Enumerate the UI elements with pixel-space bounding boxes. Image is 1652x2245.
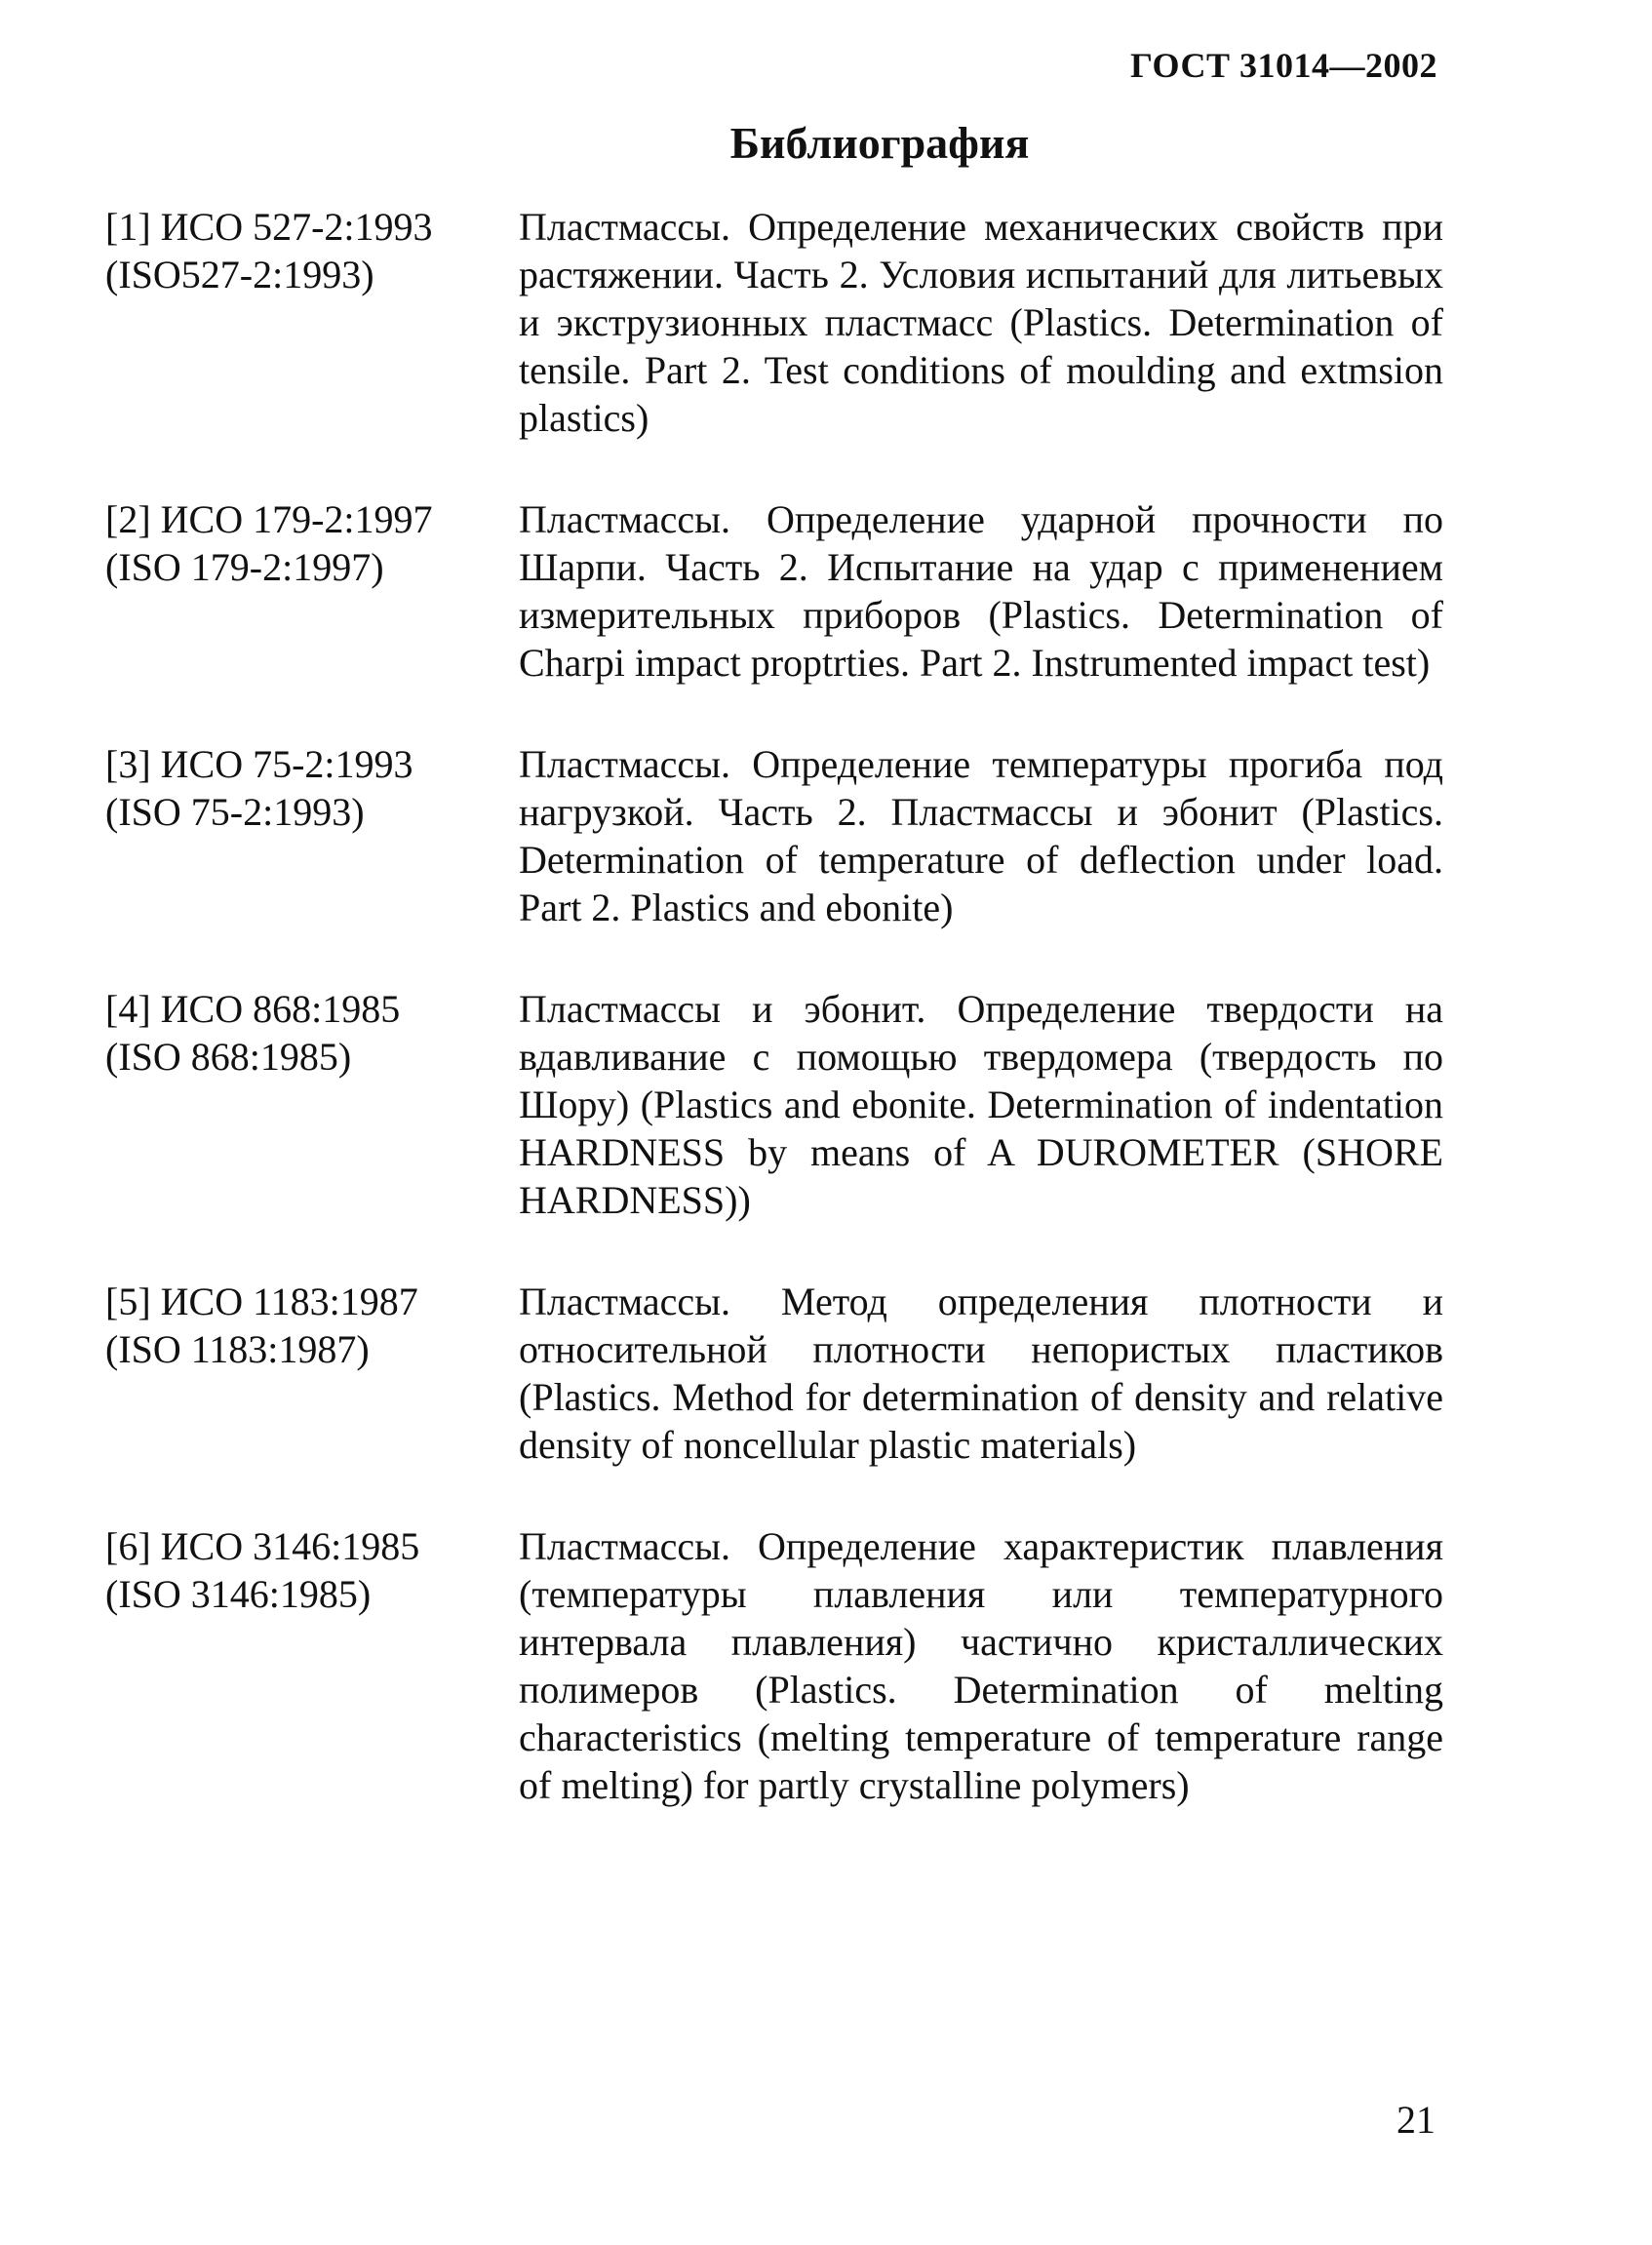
entry-description: Пластмассы и эбонит. Определение твердости на вдавливание с помощью твердомера (твердость по Шору) (Plastics and ebonite. Determination of indentation HARDNESS by means of A DUROMETER (SHORE HARDNESS)) [519, 987, 1443, 1222]
reference-russian: [6] ИСО 3146:1985 [105, 1524, 420, 1568]
entry-description: Пластмассы. Метод определения плотности и относительной плотности непористых пластиков (Plastics. Method for determination of density and relative density of noncellular plastic materials) [519, 1280, 1443, 1467]
reference-english: (ISO527-2:1993) [105, 253, 374, 296]
reference-russian: [5] ИСО 1183:1987 [105, 1280, 418, 1323]
entry-reference [105, 740, 519, 836]
entry-reference [105, 203, 519, 298]
bibliography-entry [105, 740, 1443, 931]
reference-english: (ISO 3146:1985) [105, 1572, 372, 1616]
reference-russian: [1] ИСО 527-2:1993 [105, 205, 433, 249]
bibliography-entry [105, 1522, 1443, 1809]
bibliography-entry [105, 203, 1443, 442]
entry-description: Пластмассы. Определение характеристик плавления (температуры плавления или температурного интервала плавления) частично кристаллических полимеров (Plastics. Determination of melting characteristics (melting temperature of temperature range of melting) for partly crystalline polymers) [519, 1524, 1443, 1807]
bibliography-entry [105, 985, 1443, 1224]
reference-russian: [2] ИСО 179-2:1997 [105, 497, 433, 541]
entry-description: Пластмассы. Определение ударной прочности по Шарпи. Часть 2. Испытание на удар с применением измерительных приборов (Plastics. Determination of Charpi impact proptrties. Part 2. Instrumented impact test) [519, 497, 1443, 685]
entry-description: Пластмассы. Определение температуры прогиба под нагрузкой. Часть 2. Пластмассы и эбонит (Plastics. Determination of temperature of deflection under load. Part 2. Plastics and ebonite) [519, 742, 1443, 929]
standard-code-header: ГОСТ 31014—2002 [1130, 46, 1437, 85]
page-number: 21 [1396, 2098, 1436, 2142]
reference-english: (ISO 1183:1987) [105, 1327, 370, 1371]
entry-reference [105, 1522, 519, 1618]
entry-description: Пластмассы. Определение механических свойств при растяжении. Часть 2. Условия испытаний для литьевых и экструзионных пластмасс (Plastics. Determination of tensile. Part 2. Test conditions of moulding and extmsion plastics) [519, 205, 1443, 440]
bibliography-entry [105, 1278, 1443, 1469]
entry-reference [105, 1278, 519, 1373]
page-title: Библиография [729, 118, 1030, 168]
reference-english: (ISO 179-2:1997) [105, 545, 384, 589]
reference-english: (ISO 75-2:1993) [105, 790, 365, 834]
entry-reference [105, 495, 519, 591]
bibliography-entry [105, 495, 1443, 687]
reference-russian: [4] ИСО 868:1985 [105, 987, 401, 1031]
reference-english: (ISO 868:1985) [105, 1035, 352, 1079]
reference-russian: [3] ИСО 75-2:1993 [105, 742, 413, 786]
entry-reference [105, 985, 519, 1081]
bibliography-list [105, 203, 1443, 1809]
